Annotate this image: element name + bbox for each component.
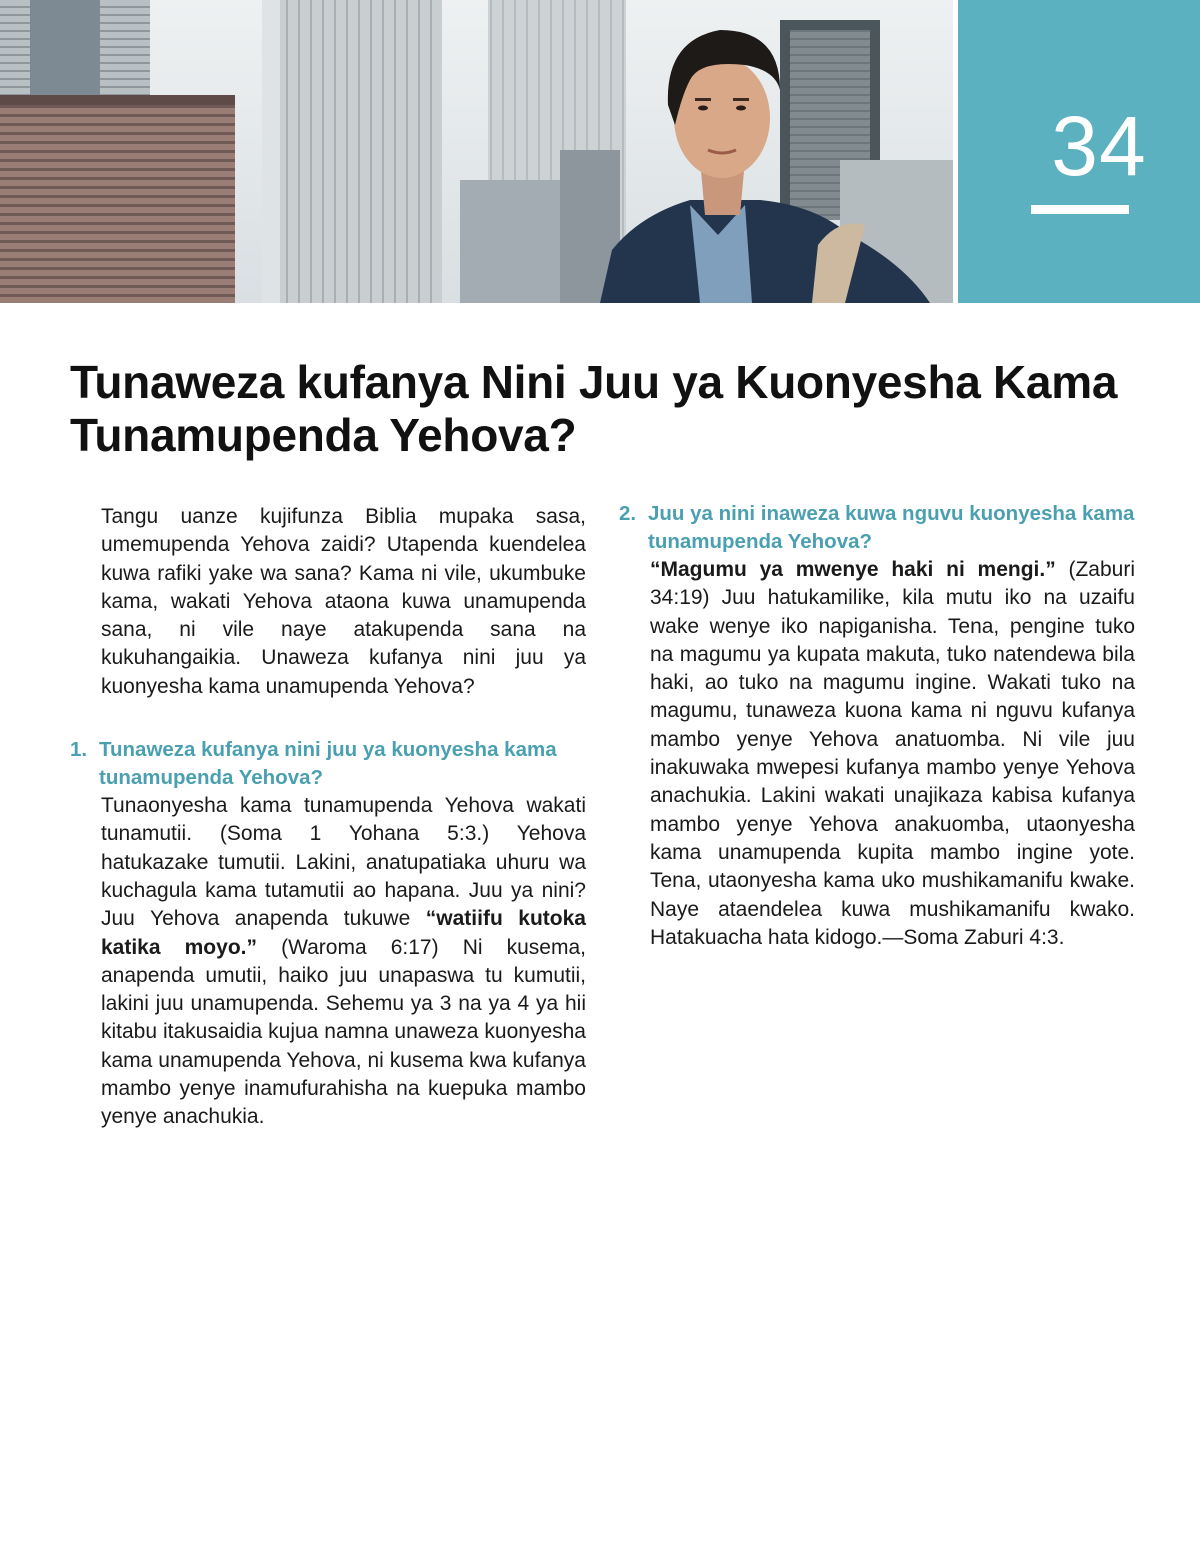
question-2-text: Juu ya nini inaweza kuwa nguvu kuonyesha kama tunamupenda Yehova? [648,502,1135,553]
page-title: Tunaweza kufanya Nini Juu ya Kuonyesha Kama Tunamupenda Yehova? [70,356,1118,461]
right-column [619,500,1135,952]
answer-1-quote: “watiifu kutoka katika moyo.” [101,907,586,959]
answer-1-text-after: (Waroma 6:17) Ni kusema, anapenda umutii, haiko juu unapaswa tu kumutii, lakini juu unamupenda. Sehemu ya 3 na ya 4 ya hii kitabu itakusaidia kujua namna unaweza kuonyesha kama unamupenda Yehova, ni kusema kwa kufanya mambo yenye inamufurahisha na kuepuka mambo yenye anachukia. [101,935,586,1129]
question-1-number: 1. [70,738,88,762]
hero-photo [0,0,953,303]
question-1 [70,736,586,792]
left-column [70,500,586,1132]
answer-2-text: (Zaburi 34:19) Juu hatukamilike, kila mutu iko na uzaifu wake wenye iko napiganisha. Tena, pengine tuko na magumu ya kupata makuta, tuko natendewa bila haki, ao tuko na magumu ingine. Wakati tuko na magumu, tunaweza kuona kama ni nguvu kufanya mambo yenye Yehova anatuomba. Ni vile juu inakuwaka mwepesi kufanya mambo yenye Yehova anachukia. Lakini wakati unajikaza kabisa kufanya mambo yenye Yehova anakuomba, utaonyesha kama unamupenda kupita mambo ingine yote. Tena, utaonyesha kama uko mushikamanifu kwake. Naye ataendelea kuwa mushikamanifu kwako. Hatakuacha hata kidogo.—Soma Zaburi 4:3. [650,558,1135,949]
chapter-underline [1031,205,1129,214]
intro-paragraph: Tangu uanze kujifunza Biblia mupaka sasa, umemupenda Yehova zaidi? Utapenda kuendelea kuwa rafiki yake wa sana? Kama ni vile, ukumbuke kama, wakati Yehova ataona kuwa unamupenda sana, ni vile naye atakupenda sana na kukuhangaikia. Unaweza kufanya nini juu ya kuonyesha kama unamupenda Yehova? [101,505,586,698]
chapter-number-box [958,0,1200,303]
question-2-number: 2. [619,502,637,525]
answer-2-paragraph [650,556,1135,952]
answer-1-text-before: Tunaonyesha kama tunamupenda Yehova wakati tunamutii. (Soma 1 Yohana 5:3.) Yehova hatukazake tumutii. Lakini, anatupatiaka uhuru wa kuchagula kama tutamutii ao hapana. Juu ya nini? Juu Yehova anapenda tukuwe [101,794,586,931]
question-1-text: Tunaweza kufanya nini juu ya kuonyesha kama tunamupenda Yehova? [99,738,557,790]
city-man-illustration [0,0,953,303]
answer-1-paragraph [101,792,586,1132]
answer-2-quote: “Magumu ya mwenye haki ni mengi.” [650,558,1056,581]
chapter-number: 34 [1051,99,1147,193]
question-2 [619,500,1135,556]
